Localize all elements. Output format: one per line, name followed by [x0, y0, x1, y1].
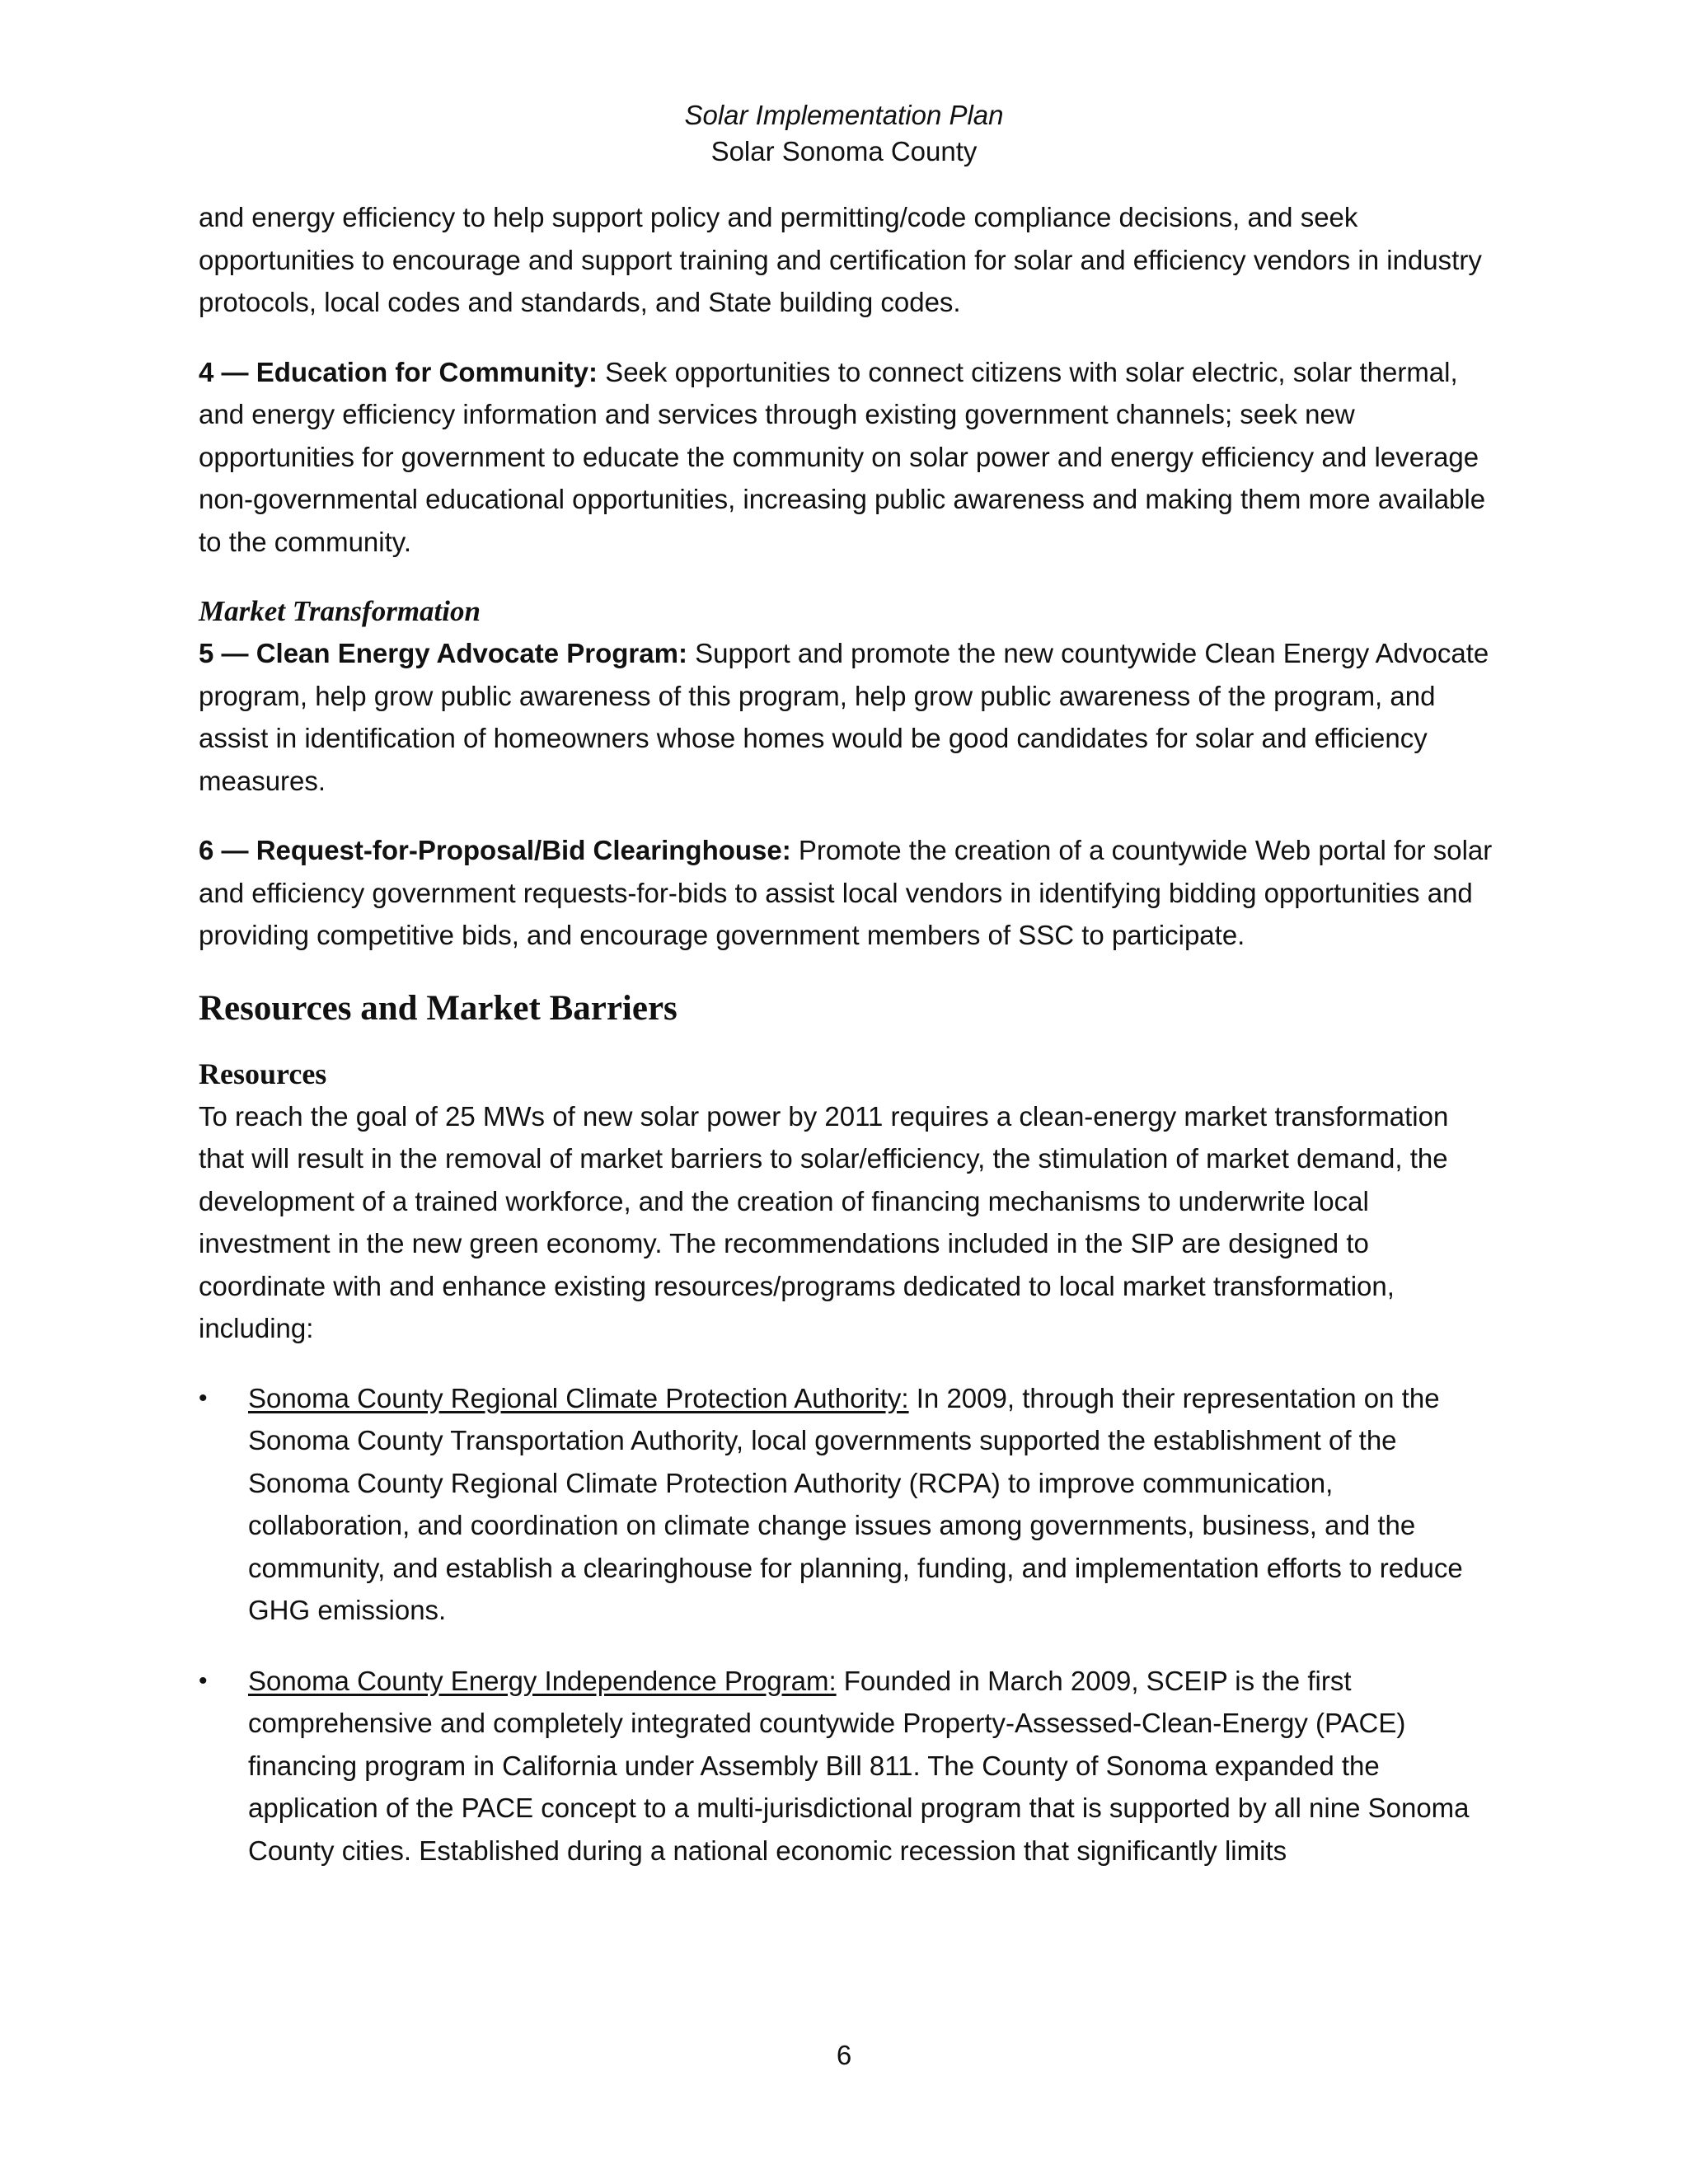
running-header — [0, 97, 1688, 170]
item-5-text: Support and promote the new countywide Clean Energy Advocate program, help grow public awareness of this program, help grow public awareness of the program, and assist in identification of homeowners whose homes would be good candidates for solar and efficiency measures. — [199, 638, 1489, 796]
item-6-lead: 6 — Request-for-Proposal/Bid Clearinghouse: — [199, 835, 791, 865]
item-5-lead: 5 — Clean Energy Advocate Program: — [199, 638, 687, 668]
item-6-text: Promote the creation of a countywide Web portal for solar and efficiency government requests-for-bids to assist local vendors in identifying bidding opportunities and providing competitive bids, and encourage government members of SSC to participate. — [199, 835, 1493, 950]
sceip-link[interactable]: Sonoma County Energy Independence Program: — [248, 1665, 837, 1696]
item-4-lead: 4 — Education for Community: — [199, 356, 598, 387]
bullet-icon: • — [199, 1666, 208, 1694]
rcpa-link[interactable]: Sonoma County Regional Climate Protection Authority: — [248, 1382, 909, 1413]
list-item — [199, 1377, 1501, 1632]
resources-market-barriers-heading: Resources and Market Barriers — [199, 988, 678, 1028]
list-item — [199, 1660, 1501, 1872]
market-transformation-heading: Market Transformation — [199, 595, 481, 627]
resources-bullet-list — [199, 1377, 1501, 1872]
body-content — [199, 196, 1501, 1900]
intro-continuation-paragraph: and energy efficiency to help support policy and permitting/code compliance decisions, and seek opportunities to encourage and support training and certification for solar and efficiency vendors in industry protocols, local codes and standards, and State building codes. — [199, 202, 1482, 317]
page-number: 6 — [836, 2040, 852, 2070]
document-organization: Solar Sonoma County — [710, 136, 978, 166]
list-item-text: In 2009, through their representation on the Sonoma County Transportation Authority, local governments supported the establishment of the Sonoma County Regional Climate Protection Authority (RCPA) to improve communication, collaboration, and coordination on climate change issues among governments, business, and the community, and establish a clearinghouse for planning, funding, and implementation efforts to reduce GHG emissions. — [248, 1382, 1463, 1625]
item-6-paragraph — [199, 829, 1501, 957]
item-5-paragraph — [199, 632, 1501, 802]
bullet-icon: • — [199, 1384, 208, 1412]
list-item-text: Founded in March 2009, SCEIP is the first comprehensive and completely integrated countywide Property-Assessed-Clean-Energy (PACE) financing program in California under Assembly Bill 811. The County of Sonoma expanded the application of the PACE concept to a multi-jurisdictional program that is supported by all nine Sonoma County cities. Established during a national economic recession that significantly limits — [248, 1665, 1470, 1866]
resources-subheading: Resources — [199, 1057, 327, 1090]
item-4-paragraph — [199, 351, 1501, 564]
item-4-text: Seek opportunities to connect citizens with solar electric, solar thermal, and energy efficiency information and services through existing government channels; seek new opportunities for government to educate the community on solar power and energy efficiency and leverage non-governmental educational opportunities, increasing public awareness and making them more available to the community. — [199, 356, 1486, 557]
resources-intro-paragraph: To reach the goal of 25 MWs of new solar power by 2011 requires a clean-energy market transformation that will result in the removal of market barriers to solar/efficiency, the stimulation of market demand, the development of a trained workforce, and the creation of financing mechanisms to underwrite local investment in the new green economy. The recommendations included in the SIP are designed to coordinate with and enhance existing resources/programs dedicated to local market transformation, including: — [199, 1100, 1449, 1343]
document-title: Solar Implementation Plan — [684, 100, 1004, 130]
